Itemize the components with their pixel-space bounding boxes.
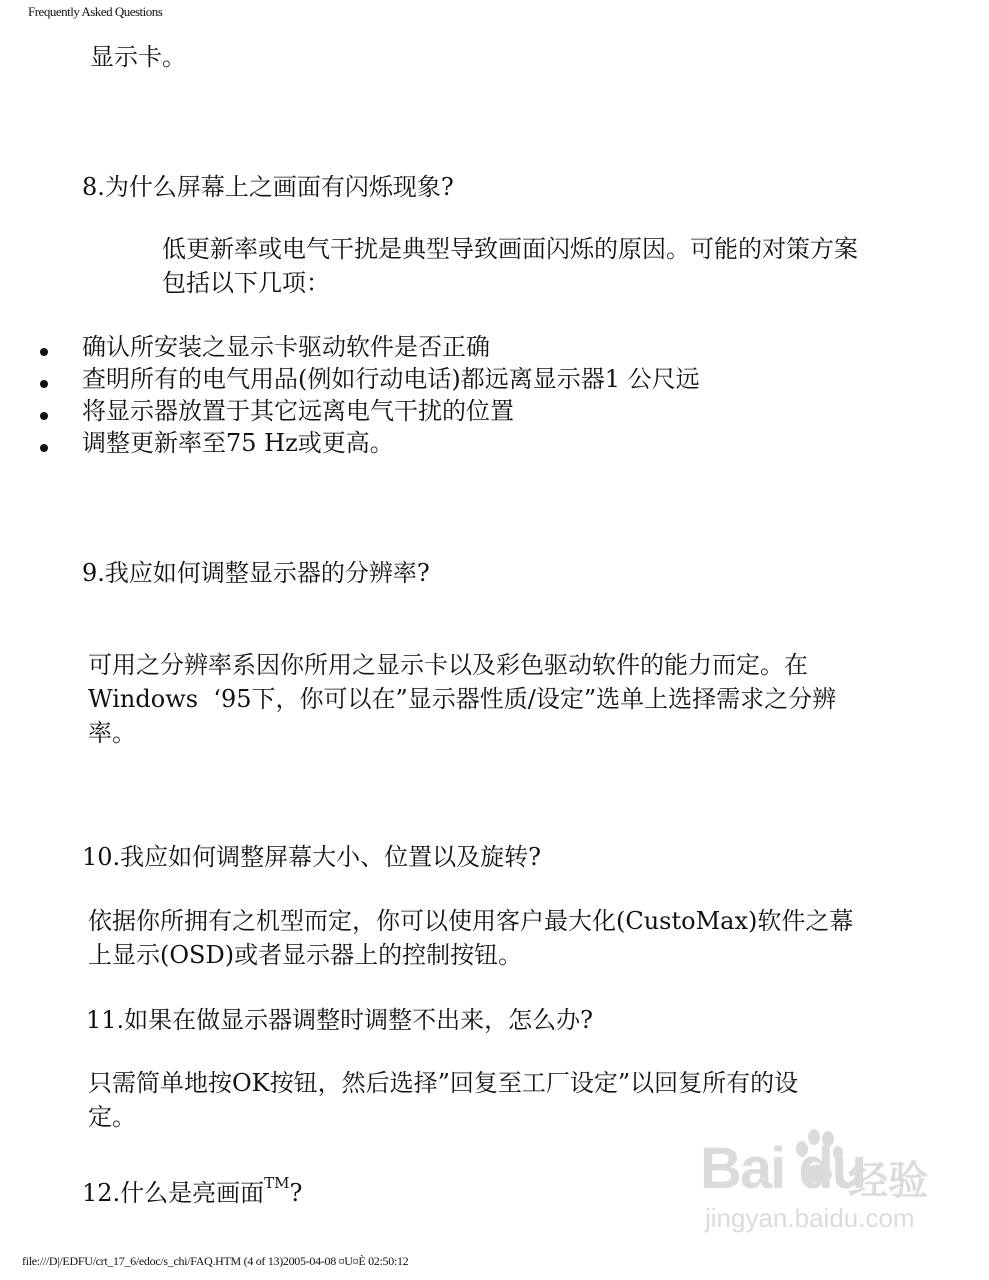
- list-item: 调整更新率至75 Hz或更高。: [36, 427, 700, 459]
- list-item: 确认所安装之显示卡驱动软件是否正确: [36, 331, 700, 363]
- baidu-watermark: [700, 1135, 970, 1255]
- list-item: 将显示器放置于其它远离电气干扰的位置: [36, 395, 700, 427]
- question-8: 8.为什么屏幕上之画面有闪烁现象?: [82, 173, 454, 201]
- watermark-url: jingyan.baidu.com: [705, 1203, 915, 1233]
- watermark-logo: Bai du: [700, 1136, 866, 1201]
- answer-10-line-1: 依据你所拥有之机型而定，你可以使用客户最大化(CustoMax)软件之幕: [88, 907, 854, 935]
- continuation-text: 显示卡。: [90, 43, 186, 71]
- answer-11-line-1: 只需简单地按OK按钮，然后选择”回复至工厂设定”以回复所有的设: [88, 1069, 799, 1097]
- paw-icon: [790, 1127, 846, 1187]
- question-11: 11.如果在做显示器调整时调整不出来，怎么办?: [86, 1006, 594, 1034]
- question-9: 9.我应如何调整显示器的分辨率?: [82, 559, 430, 587]
- answer-9-line-2: Windows ‘95下，你可以在”显示器性质/设定”选单上选择需求之分辨: [88, 685, 837, 713]
- question-10: 10.我应如何调整屏幕大小、位置以及旋转?: [82, 843, 542, 871]
- page-footer-path: file:///D|/EDFU/crt_17_6/edoc/s_chi/FAQ.HTM (4 of 13)2005-04-08 ¤U¤È 02:50:12: [22, 1254, 409, 1268]
- watermark-cn-text: 经验: [848, 1158, 928, 1204]
- trademark-superscript: TM: [264, 1174, 290, 1192]
- question-12: 12.什么是亮画面™?: [82, 1174, 303, 1207]
- flicker-remedy-list: [36, 331, 700, 459]
- answer-9-line-3: 率。: [88, 719, 136, 747]
- bullet-icon: [40, 380, 48, 388]
- bullet-icon: [40, 444, 48, 452]
- answer-8-line-1: 低更新率或电气干扰是典型导致画面闪烁的原因。可能的对策方案: [162, 235, 858, 263]
- bullet-icon: [40, 348, 48, 356]
- answer-11-line-2: 定。: [88, 1103, 136, 1131]
- bullet-icon: [40, 412, 48, 420]
- answer-9-line-1: 可用之分辨率系因你所用之显示卡以及彩色驱动软件的能力而定。在: [88, 651, 808, 679]
- answer-10-line-2: 上显示(OSD)或者显示器上的控制按钮。: [88, 941, 523, 969]
- answer-8-line-2: 包括以下几项：: [162, 269, 330, 297]
- page-header-title: Frequently Asked Questions: [28, 4, 163, 19]
- list-item: 查明所有的电气用品(例如行动电话)都远离显示器1 公尺远: [36, 363, 700, 395]
